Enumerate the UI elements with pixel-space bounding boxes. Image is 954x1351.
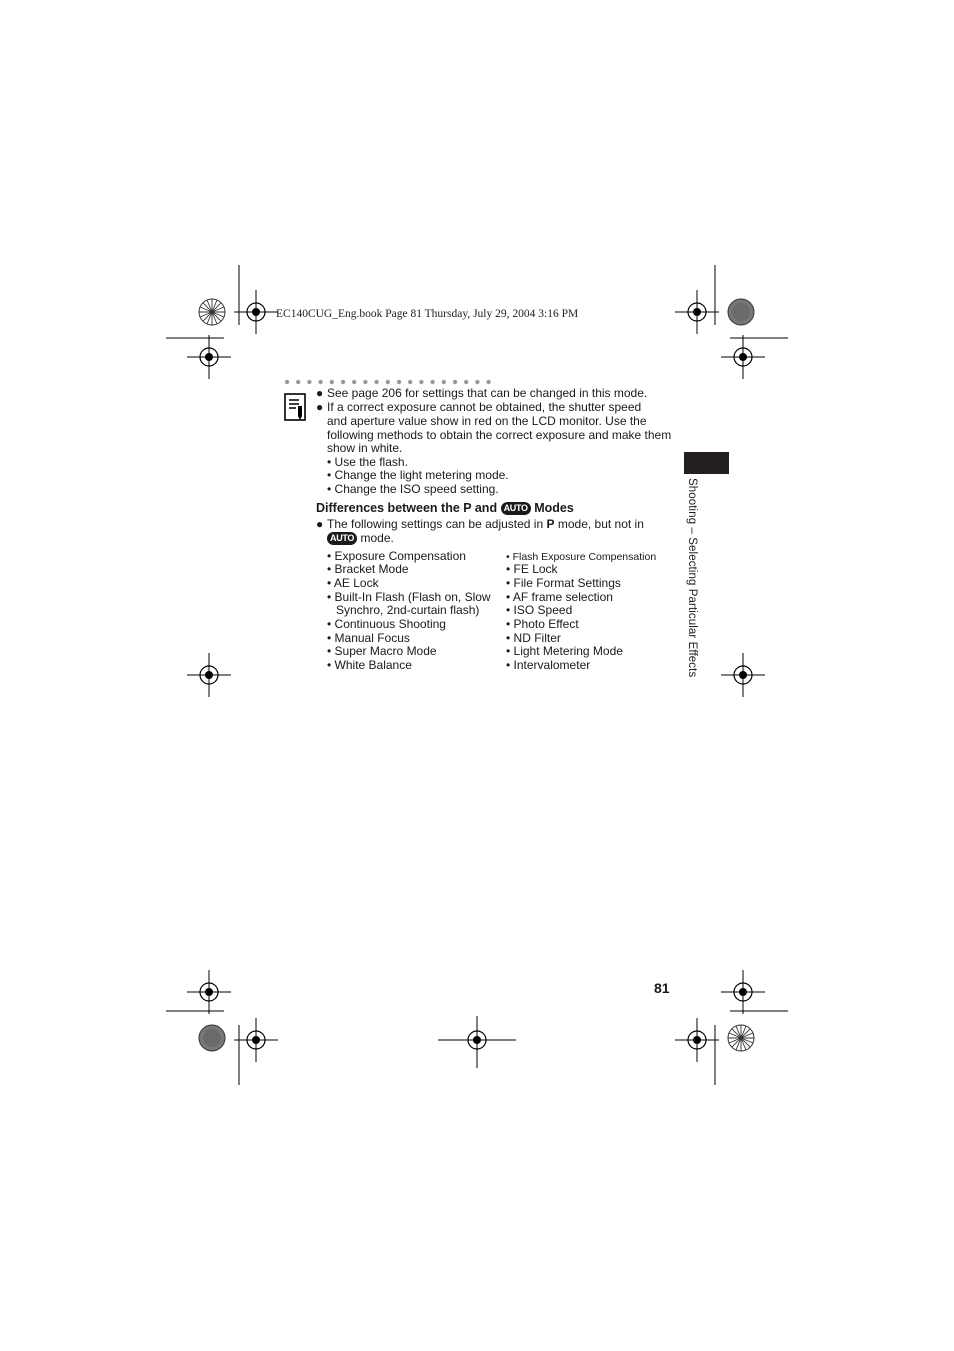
list-item: • Bracket Mode xyxy=(327,562,409,576)
black-circle-bullet: ● xyxy=(316,386,324,400)
list-item: • Photo Effect xyxy=(506,617,579,631)
list-item: • FE Lock xyxy=(506,562,558,576)
note-pencil-icon xyxy=(284,392,308,422)
note-bullet-1: ● See page 206 for settings that can be changed in this mode. xyxy=(316,386,648,400)
list-item: Synchro, 2nd-curtain flash) xyxy=(336,603,480,617)
chapter-tab xyxy=(684,452,729,474)
list-item: • Manual Focus xyxy=(327,631,410,645)
chapter-tab-label: Shooting – Selecting Particular Effects xyxy=(686,478,698,678)
differences-line-2: AUTO mode. xyxy=(327,532,394,546)
auto-mode-icon: AUTO xyxy=(327,532,357,545)
differences-heading: Differences between the P and AUTO Modes xyxy=(316,501,574,515)
note-continuation: and aperture value show in red on the LCD monitor. Use the following methods to obtain the correct exposure and make them show in white. • Use the flash. • Change the light metering mode. • Change the ISO speed setting. xyxy=(327,414,672,496)
note-bullet-2: ● If a correct exposure cannot be obtained, the shutter speed xyxy=(316,400,642,414)
list-item: • Light Metering Mode xyxy=(506,644,623,658)
list-item: • Built-In Flash (Flash on, Slow xyxy=(327,590,491,604)
auto-mode-icon: AUTO xyxy=(501,502,531,515)
list-item: • Flash Exposure Compensation xyxy=(506,551,657,563)
list-item: • AE Lock xyxy=(327,576,379,590)
list-item: • White Balance xyxy=(327,658,412,672)
list-item: • Continuous Shooting xyxy=(327,617,446,631)
black-circle-bullet: ● xyxy=(316,517,324,531)
list-item: • AF frame selection xyxy=(506,590,613,604)
list-item: • ISO Speed xyxy=(506,603,573,617)
differences-line-1: ● The following settings can be adjusted in P mode, but not in xyxy=(316,517,644,531)
list-item: • Exposure Compensation xyxy=(327,549,466,563)
list-item: • Intervalometer xyxy=(506,658,591,672)
black-circle-bullet: ● xyxy=(316,400,324,414)
list-item: • Super Macro Mode xyxy=(327,644,437,658)
dotted-separator xyxy=(284,378,498,386)
page-number: 81 xyxy=(654,980,670,996)
list-item: • File Format Settings xyxy=(506,576,621,590)
list-item: • ND Filter xyxy=(506,631,561,645)
print-header: EC140CUG_Eng.book Page 81 Thursday, July 29, 2004 3:16 PM xyxy=(276,308,579,320)
